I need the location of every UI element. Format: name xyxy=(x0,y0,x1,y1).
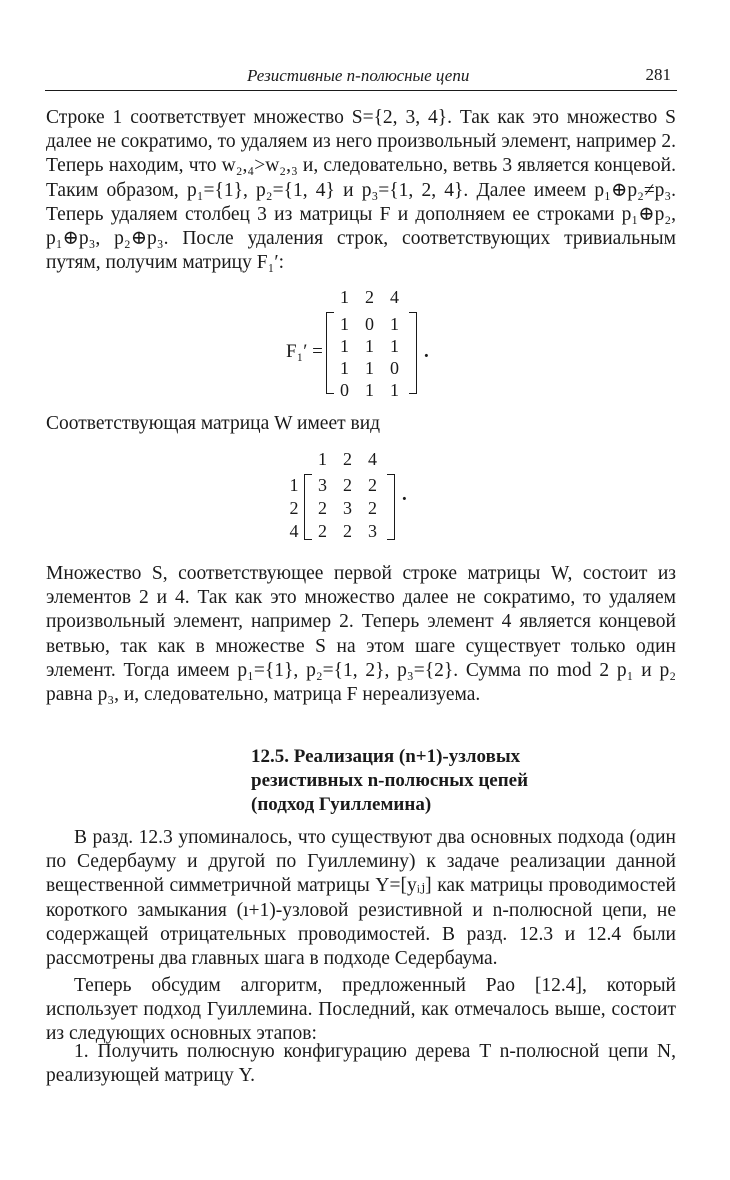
matrix-w-cell: 3 xyxy=(318,475,327,495)
paragraph-3-text: Множество S, соответствующее первой строке матрицы W, состоит из элементов 2 и 4. Так как это множество далее не сократимо, то удаляем произвольный элемент, например 2. Теперь элемент 4 является концевой ветвью, так как в множестве S на этом шаге существует только один элемент. Тогда имеем p₁={1}, p₂={1, 2}, p₃={2}. Сумма по mod 2 p₁ и p₂ равна p₃, и, следовательно, матрица F нереализуема. xyxy=(46,563,676,706)
matrix-w-cell: 2 xyxy=(343,475,352,495)
matrix-f1-cell: 1 xyxy=(340,336,349,356)
matrix-f1-body xyxy=(332,314,407,401)
paragraph-6 xyxy=(46,1040,676,1088)
matrix-f1-cell: 1 xyxy=(390,314,399,334)
matrix-w-row-header: 2 xyxy=(289,498,299,518)
matrix-f1-col-header: 1 xyxy=(340,287,349,307)
matrix-w-cell: 2 xyxy=(368,475,377,495)
paragraph-5 xyxy=(46,974,676,1047)
page-number: 281 xyxy=(645,65,671,84)
paragraph-1-text: Строке 1 соответствует множество S={2, 3, 4}. Так как это множество S далее не сократимо, то удаляем из него произвольный элемент, например 2. Теперь находим, что w₂,₄>w₂,₃ и, следовательно, ветвь 3 является концевой. Таким образом, p₁={1}, p₂={1, 4} и p₃={1, 2, 4}. Далее имеем p₁⊕p₂≠p₃. Теперь удаляем столбец 3 из матрицы F и дополняем ее строками p₁⊕p₂, p₁⊕p₃, p₂⊕p₃. После удаления строк, соответствующих тривиальным путям, получим матрицу F₁′: xyxy=(46,107,676,274)
matrix-w-col-header: 2 xyxy=(343,449,352,469)
paragraph-1 xyxy=(46,106,676,275)
section-heading xyxy=(251,745,611,817)
paragraph-4-text: В разд. 12.3 упоминалось, что существуют два основных подхода (один по Седербауму и другой по Гуиллемину) к задаче реализации данной вещественной симметричной матрицы Y=[yᵢⱼ] как матрицы проводимостей короткого замыкания (ı+1)-узловой резистивной и n-полюсной цепи, не содержащей отрицательных проводимостей. В разд. 12.3 и 12.4 были рассмотрены два главных шага в подходе Седербаума. xyxy=(46,827,676,970)
matrix-f1-label: F₁′ = xyxy=(286,341,323,362)
paragraph-5-text: Теперь обсудим алгоритм, предложенный Рао [12.4], который использует подход Гуиллемина. Последний, как отмечалось выше, состоит из следующих основных этапов: xyxy=(46,975,676,1045)
matrix-f1-cell: 0 xyxy=(365,314,374,334)
section-heading-line-2: резистивных n-полюсных цепей xyxy=(251,770,529,791)
paragraph-4 xyxy=(46,826,676,971)
matrix-w-row-header: 4 xyxy=(289,521,299,541)
matrix-w-row-header: 1 xyxy=(289,475,299,495)
matrix-w-cell: 3 xyxy=(343,498,352,518)
matrix-w-col-header: 1 xyxy=(318,449,327,469)
paragraph-6-text: 1. Получить полюсную конфигурацию дерева T n-полюсной цепи N, реализующей матрицу Y. xyxy=(46,1041,676,1087)
matrix-f1-cell: 1 xyxy=(340,358,349,378)
running-header xyxy=(45,62,677,91)
paragraph-2-text: Соответствующая матрица W имеет вид xyxy=(46,413,381,434)
matrix-f1-cell: 1 xyxy=(390,380,399,400)
matrix-f1-right-bracket xyxy=(409,312,417,394)
matrix-f1-column-headers xyxy=(332,287,407,308)
matrix-w-cell: 2 xyxy=(318,498,327,518)
matrix-f1-cell: 1 xyxy=(365,336,374,356)
section-heading-line-1: 12.5. Реализация (n+1)-узловых xyxy=(251,746,521,767)
matrix-w-body xyxy=(310,475,385,542)
matrix-f1-cell: 0 xyxy=(390,358,399,378)
matrix-w-right-bracket xyxy=(387,474,395,540)
matrix-f1-col-header: 2 xyxy=(365,287,374,307)
section-heading-line-3: (подход Гуиллемина) xyxy=(251,794,432,815)
matrix-w-cell: 2 xyxy=(343,521,352,541)
matrix-f1-cell: 1 xyxy=(340,314,349,334)
matrix-f1-cell: 1 xyxy=(365,380,374,400)
matrix-f1-cell: 0 xyxy=(340,380,349,400)
matrix-w-col-header: 4 xyxy=(368,449,377,469)
matrix-w-row-headers xyxy=(284,475,304,542)
running-title: Резистивные n-полюсные цепи xyxy=(247,66,470,85)
matrix-w-cell: 2 xyxy=(368,498,377,518)
matrix-w-cell: 2 xyxy=(318,521,327,541)
matrix-w-column-headers xyxy=(310,449,385,470)
paragraph-2 xyxy=(46,412,676,436)
matrix-f1-cell: 1 xyxy=(365,358,374,378)
matrix-f1-period: . xyxy=(424,341,429,362)
matrix-w-period: . xyxy=(402,484,407,505)
paragraph-3 xyxy=(46,562,676,707)
matrix-w-cell: 3 xyxy=(368,521,377,541)
matrix-f1-cell: 1 xyxy=(390,336,399,356)
matrix-f1-col-header: 4 xyxy=(390,287,399,307)
